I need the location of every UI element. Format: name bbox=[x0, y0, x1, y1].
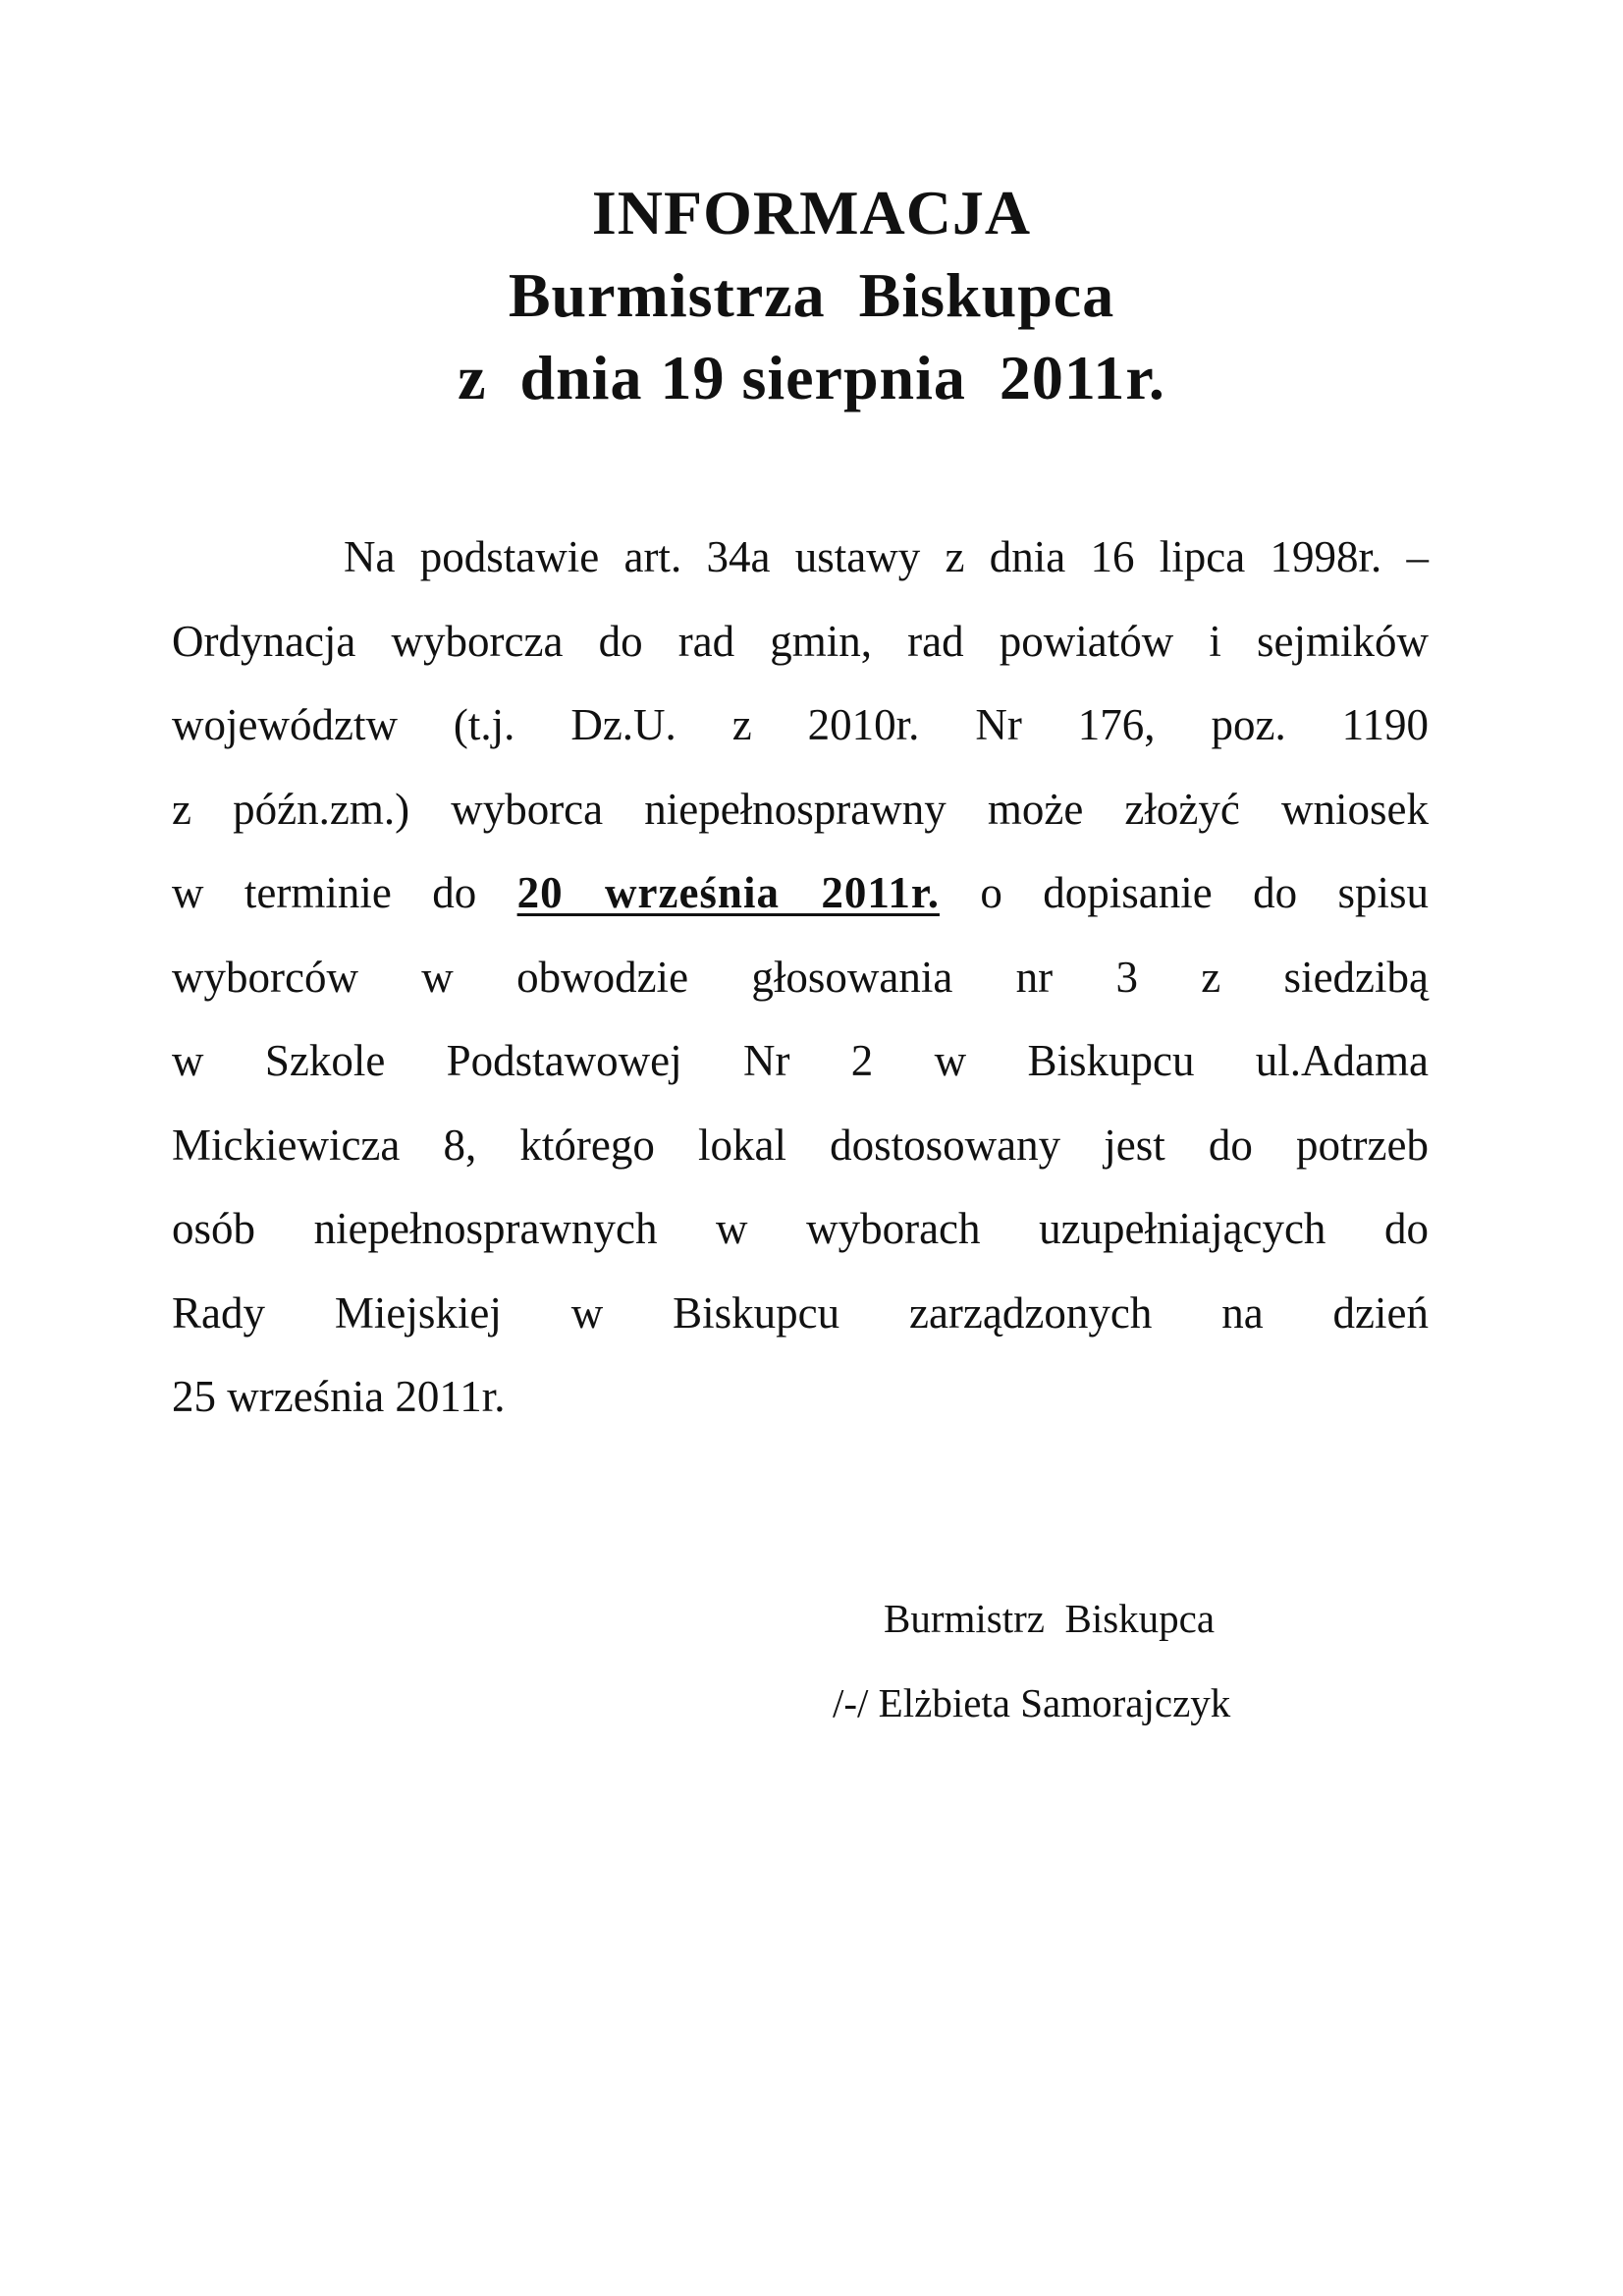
body-line-8: Mickiewicza 8, którego lokal dostosowany jest do potrzeb bbox=[172, 1120, 1429, 1170]
date-day: 19 bbox=[660, 343, 726, 412]
body-line-10: Rady Miejskiej w Biskupcu zarządzonych na dzień bbox=[172, 1287, 1429, 1338]
document-date bbox=[0, 343, 1623, 412]
body-line-3: województw (t.j. Dz.U. z 2010r. Nr 176, poz. 1190 bbox=[172, 700, 1429, 749]
signature-name: /-/ Elżbieta Samorajczyk bbox=[833, 1680, 1231, 1725]
document-issuer: Burmistrza Biskupca bbox=[508, 260, 1115, 330]
body-line-11: 25 września 2011r. bbox=[172, 1372, 506, 1421]
body-line-4: z późn.zm.) wyborca niepełnosprawny może złożyć wniosek bbox=[172, 784, 1429, 834]
signature-block bbox=[833, 1576, 1230, 1745]
document-title: INFORMACJA bbox=[591, 178, 1032, 247]
body-line-9: osób niepełnosprawnych w wyborach uzupełniających do bbox=[172, 1204, 1429, 1253]
deadline-date: 20 września 2011r. bbox=[516, 868, 940, 917]
signature-title: Burmistrz Biskupca bbox=[884, 1596, 1216, 1641]
date-prefix: z dnia bbox=[458, 343, 643, 412]
body-line-5-start: w terminie do bbox=[172, 868, 517, 917]
document-header bbox=[0, 178, 1623, 412]
body-line-1: Na podstawie art. 34a ustawy z dnia 16 lipca 1998r. – bbox=[344, 532, 1429, 581]
body-line-5-end: o dopisanie do spisu bbox=[939, 868, 1429, 917]
date-rest: sierpnia 2011r. bbox=[741, 343, 1165, 412]
body-line-7: w Szkole Podstawowej Nr 2 w Biskupcu ul.Adama bbox=[172, 1036, 1429, 1085]
body-line-5 bbox=[172, 851, 1429, 936]
announcement-body bbox=[172, 516, 1429, 1440]
body-line-2: Ordynacja wyborcza do rad gmin, rad powiatów i sejmików bbox=[172, 616, 1429, 666]
body-line-6: wyborców w obwodzie głosowania nr 3 z siedzibą bbox=[172, 952, 1429, 1002]
